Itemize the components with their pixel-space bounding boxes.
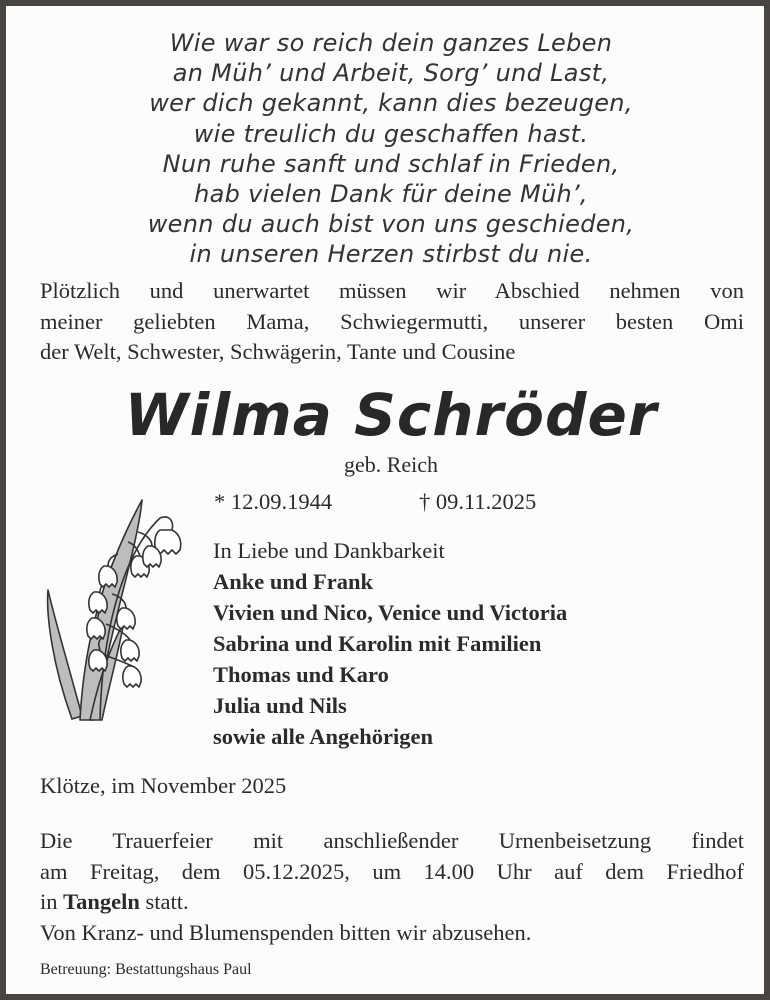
poem-line: Nun ruhe sanft und schlaf in Frieden, (162, 149, 620, 178)
poem-line: an Müh’ und Arbeit, Sorg’ und Last, (172, 59, 610, 88)
birth-date: * 12.09.1944 (214, 489, 333, 514)
poem-line: wie treulich du geschaffen hast. (193, 119, 589, 148)
mourner-name: Sabrina und Karolin mit Familien (213, 631, 542, 656)
deceased-name: Wilma Schröder (124, 381, 658, 449)
poem-line: Wie war so reich dein ganzes Leben (169, 29, 613, 57)
service-text: statt. (139, 889, 189, 914)
place-date: Klötze, im November 2025 (40, 773, 287, 798)
service-info (40, 826, 744, 948)
maiden-name: geb. Reich (343, 452, 439, 477)
mourners-lead: In Liebe und Dankbarkeit (213, 538, 445, 563)
mourner-name: Thomas und Karo (213, 662, 389, 687)
service-line: am Freitag, dem 05.12.2025, um 14.00 Uhr auf dem Friedhof (40, 858, 744, 884)
service-text: in (40, 889, 64, 914)
service-location: Tangeln (63, 889, 140, 914)
service-line: Die Trauerfeier mit anschließender Urnenbeisetzung findet (40, 828, 744, 853)
mourner-name: sowie alle Angehörigen (213, 724, 433, 749)
undertaker-credit: Betreuung: Bestattungshaus Paul (40, 961, 252, 978)
intro-line: Plötzlich und unerwartet müssen wir Abschied nehmen von (40, 278, 744, 303)
poem-line: hab vielen Dank für deine Müh’, (194, 180, 588, 209)
death-date: † 09.11.2025 (419, 489, 537, 514)
lily-of-the-valley-icon (42, 494, 192, 724)
mourners-list (213, 535, 743, 752)
poem-line: wenn du auch bist von uns geschieden, (147, 210, 635, 239)
life-dates (214, 487, 537, 517)
intro-line: der Welt, Schwester, Schwägerin, Tante und Cousine (40, 339, 516, 364)
poem (6, 28, 770, 270)
intro-text (40, 276, 744, 368)
poem-line: in unseren Herzen stirbst du nie. (189, 240, 593, 269)
poem-line: wer dich gekannt, kann dies bezeugen, (149, 89, 633, 118)
service-line (40, 887, 744, 918)
mourner-name: Vivien und Nico, Venice und Victoria (213, 600, 568, 625)
intro-line: meiner geliebten Mama, Schwiegermutti, unserer besten Omi (40, 308, 744, 334)
mourner-name: Anke und Frank (213, 569, 374, 594)
service-line: Von Kranz- und Blumenspenden bitten wir abzusehen. (40, 919, 532, 945)
mourner-name: Julia und Nils (213, 693, 347, 718)
